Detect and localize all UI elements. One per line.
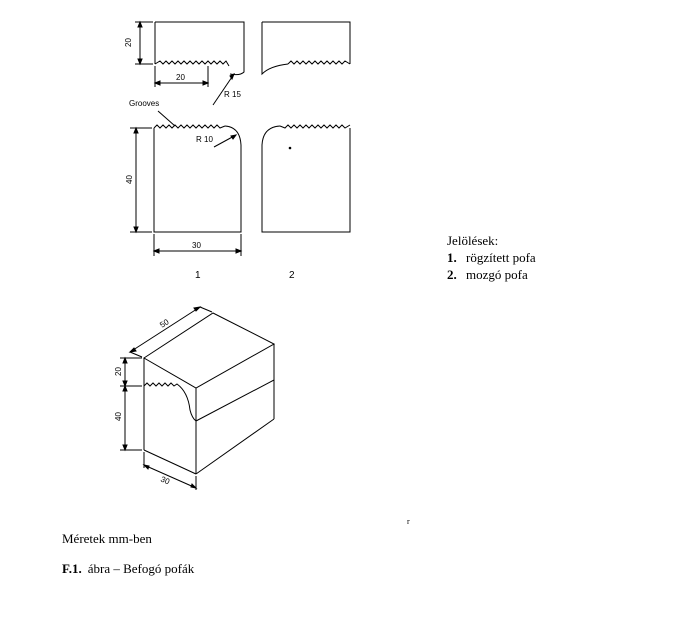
moving-jaw-body <box>262 125 350 232</box>
part-label-1: 1 <box>195 270 201 281</box>
legend-item-text: mozgó pofa <box>466 267 528 282</box>
groove-teeth-body-left <box>154 125 225 128</box>
legend-item-number: 1. <box>447 250 457 265</box>
figure-title: ábra – Befogó pofák <box>87 561 195 576</box>
legend-item-text: rögzített pofa <box>466 250 536 265</box>
units-note: Méretek mm-ben <box>62 531 152 546</box>
dim-body-height: 40 <box>125 175 134 184</box>
label-grooves: Grooves <box>129 99 160 108</box>
legend-item <box>447 249 536 266</box>
isometric-view <box>120 307 274 490</box>
iso-groove-teeth <box>144 383 196 421</box>
dim-radius-15: R 15 <box>224 90 241 99</box>
dim-top-height: 20 <box>124 38 133 47</box>
moving-jaw-top-view <box>262 22 350 74</box>
dim-iso-length: 50 <box>158 317 171 330</box>
legend-item <box>447 266 536 283</box>
figure-number: F.1. <box>62 561 82 576</box>
groove-teeth-body-right <box>280 125 350 128</box>
dim-iso-bottom: 40 <box>114 412 123 421</box>
dim-iso-depth: 30 <box>159 474 171 487</box>
legend-item-number: 2. <box>447 267 457 282</box>
stray-mark: r <box>407 517 410 526</box>
dim-top-width: 20 <box>176 73 185 82</box>
legend <box>447 232 536 283</box>
dim-radius-10: R 10 <box>196 135 213 144</box>
part-label-2: 2 <box>289 270 295 281</box>
legend-title: Jelölések: <box>447 233 499 248</box>
dim-iso-top: 20 <box>114 367 123 376</box>
groove-teeth-top-right <box>288 61 350 64</box>
figure-caption <box>62 561 194 577</box>
dim-body-width: 30 <box>192 241 201 250</box>
groove-teeth-top-left <box>155 61 229 66</box>
fixed-jaw-body <box>130 111 241 256</box>
